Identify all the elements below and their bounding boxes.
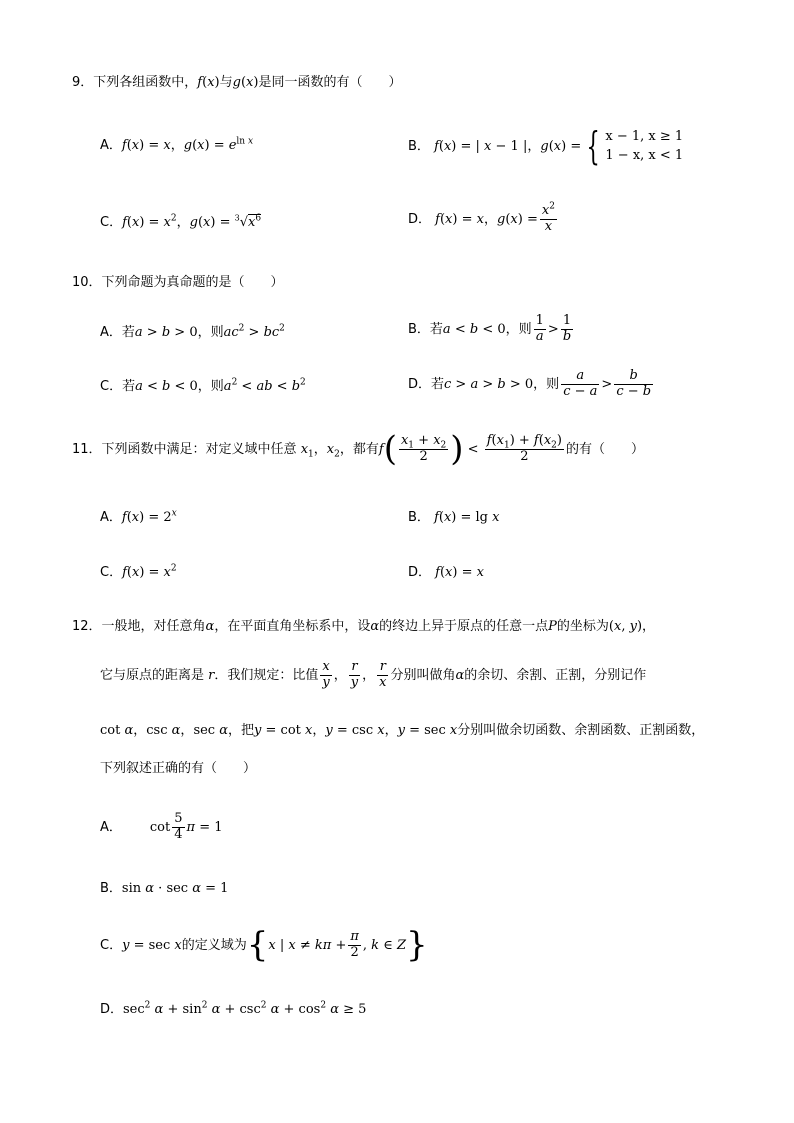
q11-option-b: B． f(x) = lg x bbox=[408, 510, 500, 525]
q9-option-d: D． f(x) = x ， g(x) = $\frac{x^2}{x}$ bbox=[408, 201, 555, 234]
q12-line-2: 它与原点的距离是 r ．我们规定：比值 $\frac{x}{y}$ ， $\frac{r}{y}$ ， $\frac{r}{x}$ 分别叫做角 α 的余切、余割、正割，分别记作 bbox=[100, 659, 647, 690]
q10-option-b: B．若 a < b < 0 ，则 $\frac{1}{a}$ > $\frac{1}{b}$ bbox=[408, 313, 572, 344]
q11-option-c: C．$f(x) = x^2$ bbox=[100, 563, 177, 580]
q9-option-c: C．$f(x) = x^2$，$g(x) = ^3√x^6$ bbox=[100, 213, 262, 230]
q9-option-a: A．f(x) = x，$g(x) = e^{ln x}$ bbox=[100, 136, 254, 153]
q9-option-b: B． f(x) = | x − 1 | ， g(x) = { x − 1, x ≥ 1 1 − x, x < 1 bbox=[408, 124, 684, 168]
q12-option-b: B．sin α · sec α = 1 bbox=[100, 881, 229, 896]
q12-option-d: D．$\sec^2 \alpha + \sin^2 \alpha + \csc^2 \alpha + \cos^2 \alpha \ge 5$ bbox=[100, 1000, 367, 1017]
q12-option-a: A． cot $\frac{5}{4}$ π = 1 bbox=[100, 811, 223, 842]
q10-option-c: C．若a < b < 0，则$a^2$ < ab < $b^2$ bbox=[100, 377, 306, 394]
q9-stem: 9．下列各组函数中，f(x)与g(x)是同一函数的有（ ） bbox=[72, 75, 402, 90]
q10-stem: 10．下列命题为真命题的是（ ） bbox=[72, 275, 284, 290]
q12-line-1: 12．一般地，对任意角α，在平面直角坐标系中，设α的终边上异于原点的任意一点P的坐标为(x, y)， bbox=[72, 619, 656, 634]
q12-option-c: C． y = sec x 的定义域为 { x | x ≠ kπ + $\frac{\pi}{2}$ , k ∈ Z } bbox=[100, 925, 428, 965]
q11-option-a: A．$f(x) = 2^x$ bbox=[100, 508, 177, 525]
q10-option-d: D．若 c > a > b > 0 ，则 $\frac{a}{c - a}$ > $\frac{b}{c - b}$ bbox=[408, 368, 652, 399]
q12-line-3: cot α，csc α，sec α，把y = cot x，y = csc x，y = sec x分别叫做余切函数、余割函数、正割函数， bbox=[100, 723, 705, 738]
q11-option-d: D． f(x) = x bbox=[408, 565, 484, 580]
q11-stem: 11．下列函数中满足：对定义域中任意 $x_1$ ， $x_2$ ，都有 f ( $\frac{x_1 + x_2}{2}$ ) < $\frac{f(x_1) + f(x_2)}{2}$ 的有（ ） bbox=[72, 429, 644, 469]
q12-line-4: 下列叙述正确的有（ ） bbox=[100, 761, 257, 776]
q10-option-a: A．若a > b > 0，则$ac^2 > bc^2$ bbox=[100, 323, 285, 340]
